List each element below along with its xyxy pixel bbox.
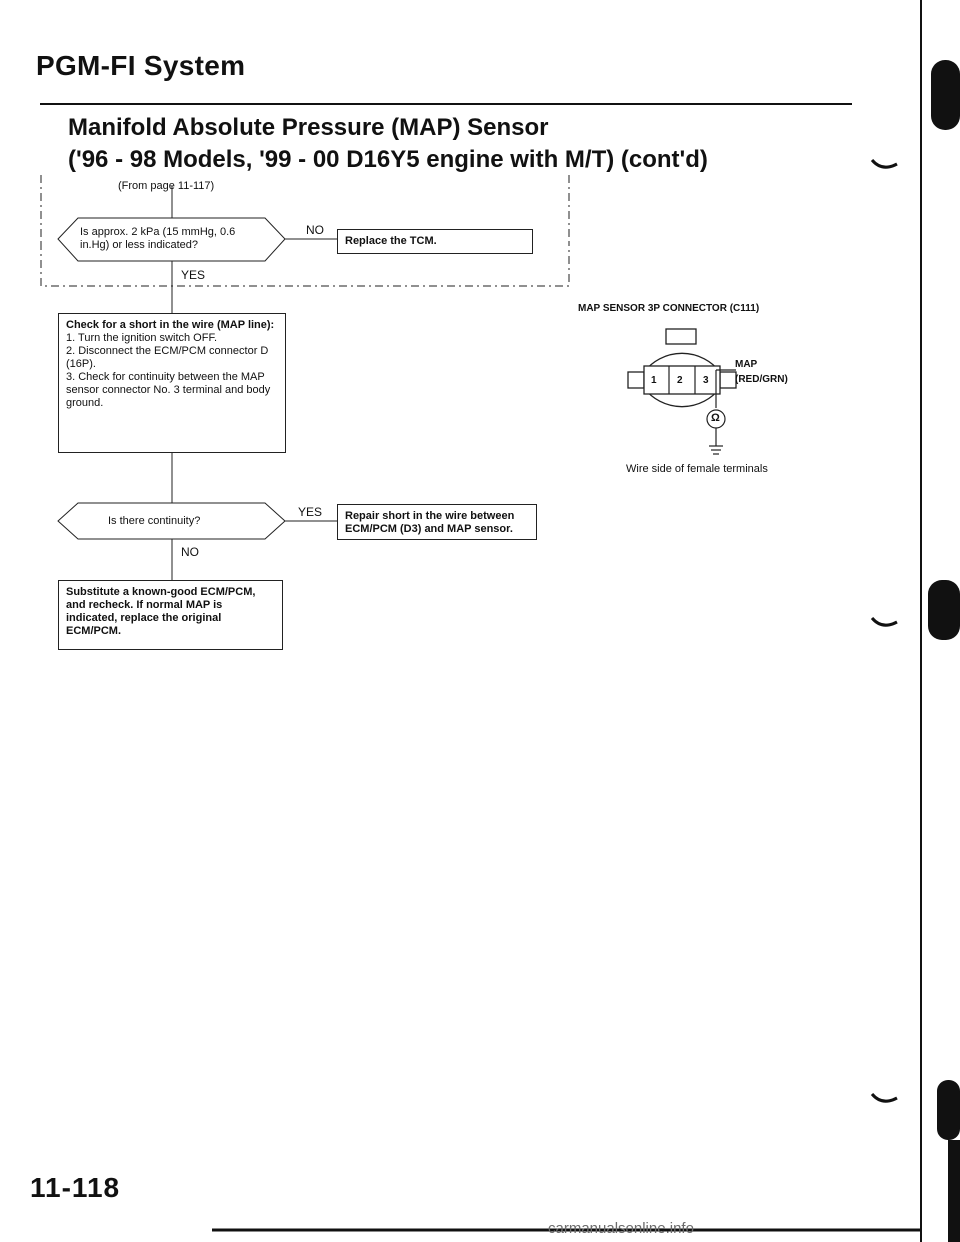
- check-short-step: 1. Turn the ignition switch OFF.: [66, 332, 218, 344]
- pin-3-label: 3: [703, 375, 709, 386]
- pin-1-label: 1: [651, 375, 657, 386]
- page-title: PGM-FI System: [36, 50, 246, 81]
- pin-2-label: 2: [677, 375, 683, 386]
- decision2-text: Is there continuity?: [108, 515, 201, 527]
- action-substitute-ecm: Substitute a known-good ECM/PCM, and recheck. If normal MAP is indicated, replace the original ECM/PCM.: [58, 580, 283, 650]
- action-repair-short: Repair short in the wire between ECM/PCM (D3) and MAP sensor.: [337, 504, 537, 540]
- from-page-note: (From page 11-117): [118, 180, 215, 192]
- map-wire-label: [735, 357, 788, 387]
- map-label: MAP: [735, 359, 758, 370]
- connector-title: MAP SENSOR 3P CONNECTOR (C111): [578, 303, 760, 314]
- check-short-box: [58, 313, 286, 453]
- connector-diagram: [628, 329, 736, 454]
- no-label-1: NO: [306, 223, 324, 237]
- check-short-step: 2. Disconnect the ECM/PCM connector D (16P).: [66, 345, 269, 370]
- wire-color: (RED/GRN): [735, 374, 788, 385]
- yes-label-2: YES: [298, 505, 323, 519]
- thumb-tab-2: [928, 580, 960, 640]
- action-replace-tcm: Replace the TCM.: [337, 229, 533, 254]
- page-number: 11-118: [30, 1172, 121, 1203]
- section-title-line1: Manifold Absolute Pressure (MAP) Sensor: [68, 114, 549, 141]
- check-short-step: 3. Check for continuity between the MAP sensor connector No. 3 terminal and body ground.: [66, 371, 271, 409]
- decision1-text: Is approx. 2 kPa (15 mmHg, 0.6 in.Hg) or less indicated?: [80, 226, 236, 251]
- ohm-meter-icon: Ω: [711, 412, 720, 424]
- thumb-tab-1: [931, 60, 960, 130]
- section-title-line2: ('96 - 98 Models, '99 - 00 D16Y5 engine with M/T) (cont'd): [68, 146, 708, 173]
- yes-label-1: YES: [181, 268, 206, 282]
- check-short-heading: Check for a short in the wire (MAP line):: [66, 319, 275, 331]
- thumb-tab-3: [937, 1080, 960, 1140]
- no-label-2: NO: [181, 545, 199, 559]
- watermark: carmanualsonline.info: [548, 1220, 694, 1237]
- connector-caption: Wire side of female terminals: [626, 463, 768, 475]
